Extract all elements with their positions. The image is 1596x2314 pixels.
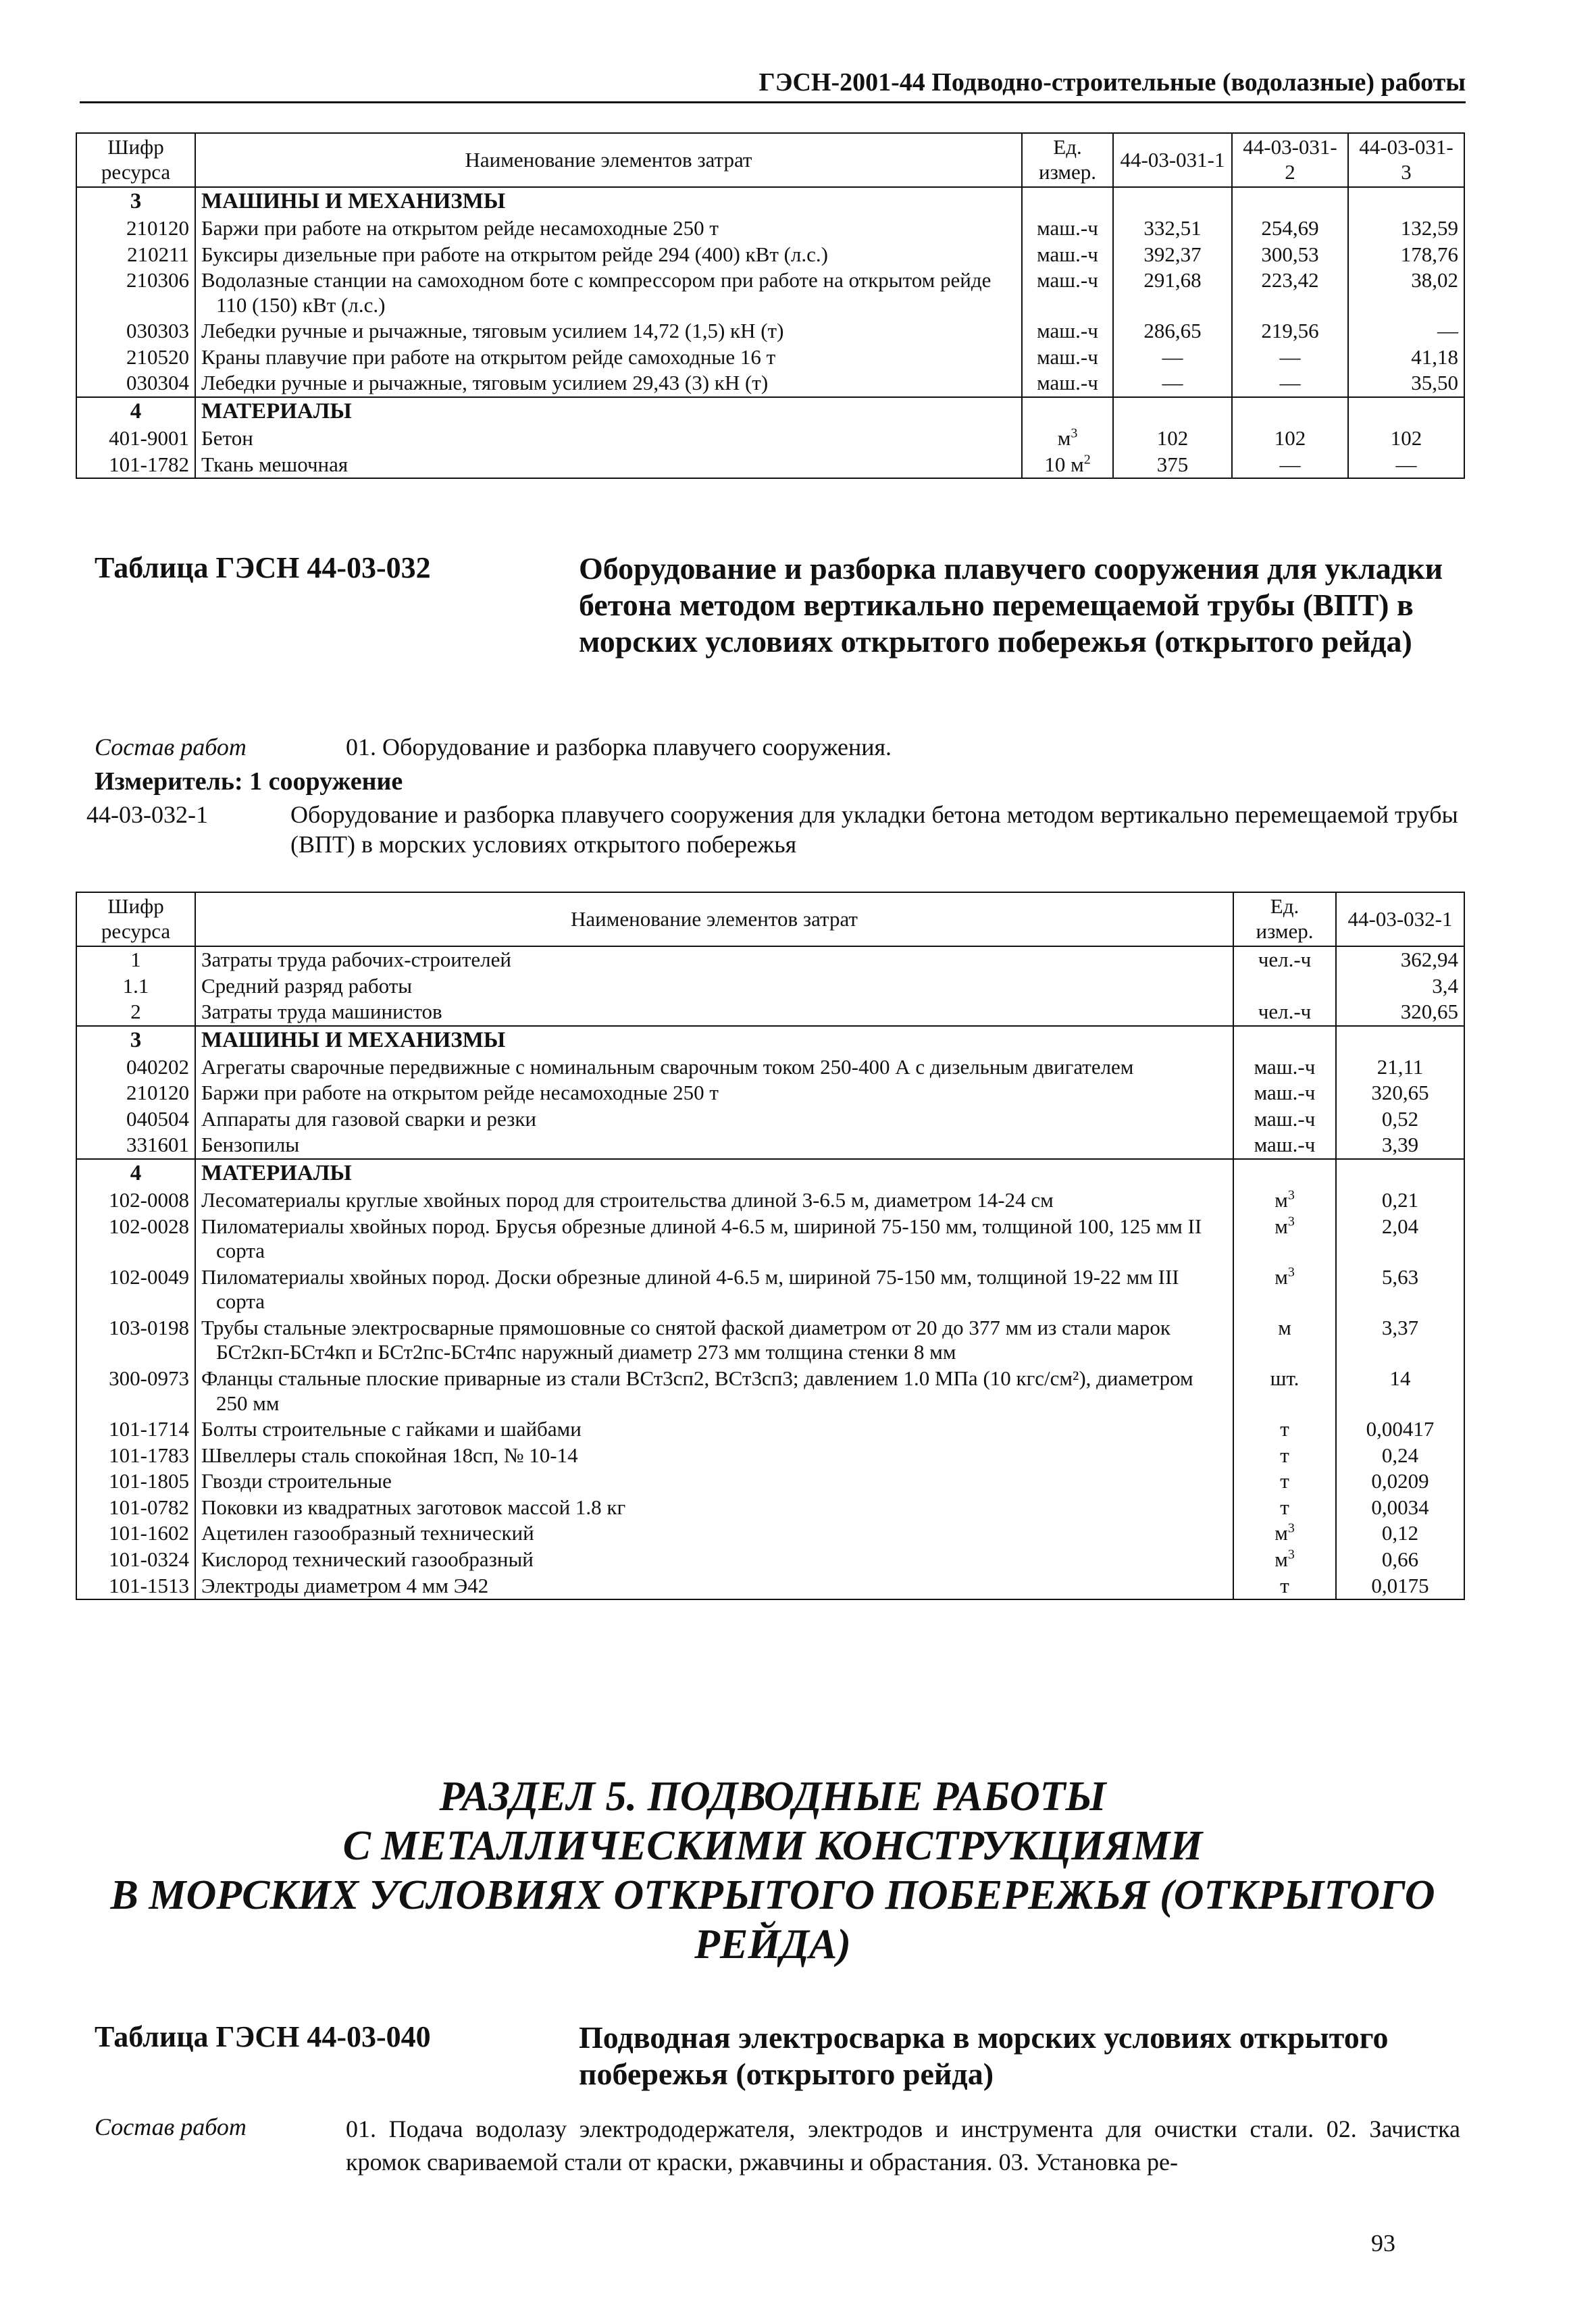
- resource-unit: маш.-ч: [1022, 370, 1113, 397]
- col-header-name: Наименование элементов затрат: [195, 892, 1233, 946]
- empty-cell: [1348, 187, 1464, 215]
- resource-unit: [1233, 1495, 1336, 1521]
- resource-unit-text: м: [1275, 1214, 1288, 1238]
- resource-code: 103-0198: [76, 1315, 195, 1366]
- table-row: [76, 267, 1464, 318]
- value-031-3: 102: [1348, 426, 1464, 452]
- col-header-code: Шифр ресурса: [76, 892, 195, 946]
- resource-code: 101-0782: [76, 1495, 195, 1521]
- value-031-3: 178,76: [1348, 242, 1464, 268]
- value-031-3: —: [1348, 318, 1464, 344]
- section-row: [76, 397, 1464, 426]
- value-031-1: 102: [1113, 426, 1232, 452]
- table-title-040: Таблица ГЭСН 44-03-040: [95, 2020, 431, 2053]
- sostav-label-040: Состав работ: [95, 2113, 247, 2140]
- value-031-1: 332,51: [1113, 215, 1232, 242]
- resource-unit: маш.-ч: [1022, 318, 1113, 344]
- table-row: [76, 1520, 1464, 1547]
- resource-name: Швеллеры сталь спокойная 18сп, № 10-14: [195, 1443, 1233, 1469]
- resource-name: Фланцы стальные плоские приварные из стали ВСт3сп2, ВСт3сп3; давлением 1.0 МПа (10 кгс/см²), диаметром 250 мм: [195, 1366, 1233, 1416]
- resource-name: Баржи при работе на открытом рейде несамоходные 250 т: [195, 215, 1022, 242]
- resource-unit: маш.-ч: [1022, 267, 1113, 318]
- table-row: [76, 452, 1464, 479]
- empty-cell: [1113, 397, 1232, 426]
- resource-unit: [1233, 1264, 1336, 1315]
- resource-unit: [1233, 1468, 1336, 1495]
- table-row: [76, 1573, 1464, 1600]
- resource-name: Пиломатериалы хвойных пород. Доски обрезные длиной 4-6.5 м, шириной 75-150 мм, толщиной 19-22 мм III сорта: [195, 1264, 1233, 1315]
- section-name: МАТЕРИАЛЫ: [195, 397, 1022, 426]
- col-header-032-1: 44-03-032-1: [1336, 892, 1464, 946]
- resource-unit-text: м: [1275, 1547, 1288, 1572]
- section-code: 4: [76, 1159, 195, 1187]
- resource-name: Лебедки ручные и рычажные, тяговым усилием 14,72 (1,5) кН (т): [195, 318, 1022, 344]
- resource-code: 101-1714: [76, 1416, 195, 1443]
- table-row: [76, 1106, 1464, 1133]
- col-header-031-2: 44-03-031-2: [1232, 133, 1348, 187]
- value-032-1: 2,04: [1336, 1214, 1464, 1264]
- value-031-2: 300,53: [1232, 242, 1348, 268]
- resource-name: Бетон: [195, 426, 1022, 452]
- empty-cell: [1336, 1026, 1464, 1054]
- resource-unit: [1233, 1214, 1336, 1264]
- unit-exponent: 3: [1287, 1214, 1295, 1229]
- resource-code: 2: [76, 999, 195, 1026]
- value-031-2: —: [1232, 344, 1348, 371]
- resource-name: Средний разряд работы: [195, 973, 1233, 1000]
- resource-name: Ацетилен газообразный технический: [195, 1520, 1233, 1547]
- resource-code: 030304: [76, 370, 195, 397]
- unit-exponent: 3: [1287, 1264, 1295, 1280]
- resource-unit: [1022, 426, 1113, 452]
- value-031-2: 254,69: [1232, 215, 1348, 242]
- value-031-1: 375: [1113, 452, 1232, 479]
- value-031-1: 286,65: [1113, 318, 1232, 344]
- resource-unit: чел.-ч: [1233, 999, 1336, 1026]
- resource-name: Водолазные станции на самоходном боте с компрессором при работе на открытом рейде 110 (150) кВт (л.с.): [195, 267, 1022, 318]
- table-row: [76, 999, 1464, 1026]
- resource-unit: [1233, 1520, 1336, 1547]
- value-032-1: 0,0175: [1336, 1573, 1464, 1600]
- resource-code: 331601: [76, 1132, 195, 1159]
- value-032-1: 3,4: [1336, 973, 1464, 1000]
- section-name: МАШИНЫ И МЕХАНИЗМЫ: [195, 1026, 1233, 1054]
- col-header-name: Наименование элементов затрат: [195, 133, 1022, 187]
- unit-exponent: 3: [1287, 1521, 1295, 1537]
- value-032-1: 3,39: [1336, 1132, 1464, 1159]
- section-row: [76, 1026, 1464, 1054]
- empty-cell: [1022, 187, 1113, 215]
- resource-unit-text: т: [1280, 1417, 1289, 1441]
- table-row: [76, 973, 1464, 1000]
- resource-unit: маш.-ч: [1022, 242, 1113, 268]
- resource-unit: [1233, 1573, 1336, 1600]
- resource-unit-text: т: [1280, 1573, 1289, 1597]
- resource-code: 210120: [76, 215, 195, 242]
- value-031-3: 132,59: [1348, 215, 1464, 242]
- table-header-row: [76, 133, 1464, 187]
- unit-exponent: 3: [1287, 1547, 1295, 1562]
- table-desc-032: Оборудование и разборка плавучего сооружения для укладки бетона методом вертикально перемещаемой трубы (ВПТ) в морских условиях открытого побережья (открытого рейда): [579, 551, 1443, 659]
- value-031-3: 38,02: [1348, 267, 1464, 318]
- value-031-1: —: [1113, 344, 1232, 371]
- resource-name: Затраты труда рабочих-строителей: [195, 946, 1233, 973]
- resource-unit: [1233, 1547, 1336, 1573]
- item-code-032-1: 44-03-032-1: [86, 801, 208, 828]
- resource-unit: маш.-ч: [1233, 1106, 1336, 1133]
- table-row: [76, 242, 1464, 268]
- table-row: [76, 946, 1464, 973]
- resource-unit: маш.-ч: [1233, 1080, 1336, 1106]
- value-032-1: 5,63: [1336, 1264, 1464, 1315]
- resource-unit-text: т: [1280, 1443, 1289, 1467]
- resource-unit: [1233, 1187, 1336, 1214]
- empty-cell: [1348, 397, 1464, 426]
- value-032-1: 21,11: [1336, 1054, 1464, 1081]
- resource-unit: [1233, 973, 1336, 1000]
- table-row: [76, 1443, 1464, 1469]
- resource-name: Электроды диаметром 4 мм Э42: [195, 1573, 1233, 1600]
- item-text-032-1: Оборудование и разборка плавучего сооружения для укладки бетона методом вертикально перемещаемой трубы (ВПТ) в морских условиях открытого побережья: [290, 801, 1458, 858]
- resource-name: Лесоматериалы круглые хвойных пород для строительства длиной 3-6.5 м, диаметром 14-24 см: [195, 1187, 1233, 1214]
- value-032-1: 3,37: [1336, 1315, 1464, 1366]
- resource-code: 101-1783: [76, 1443, 195, 1469]
- resource-name: Затраты труда машинистов: [195, 999, 1233, 1026]
- resource-code: 102-0008: [76, 1187, 195, 1214]
- table-row: [76, 370, 1464, 397]
- resource-code: 030303: [76, 318, 195, 344]
- resource-table-031: [76, 132, 1465, 479]
- resource-name: Баржи при работе на открытом рейде несамоходные 250 т: [195, 1080, 1233, 1106]
- resource-unit: [1233, 1366, 1336, 1416]
- value-032-1: 320,65: [1336, 1080, 1464, 1106]
- resource-name: Болты строительные с гайками и шайбами: [195, 1416, 1233, 1443]
- value-031-2: 102: [1232, 426, 1348, 452]
- col-header-unit: Ед. измер.: [1022, 133, 1113, 187]
- resource-unit-text: м: [1057, 426, 1071, 450]
- section-code: 3: [76, 1026, 195, 1054]
- table-row: [76, 1080, 1464, 1106]
- page-number: 93: [1371, 2230, 1395, 2257]
- resource-unit: [1233, 1443, 1336, 1469]
- resource-code: 101-1805: [76, 1468, 195, 1495]
- value-032-1: 0,0034: [1336, 1495, 1464, 1521]
- resource-unit: маш.-ч: [1233, 1132, 1336, 1159]
- value-031-2: —: [1232, 452, 1348, 479]
- resource-code: 300-0973: [76, 1366, 195, 1416]
- resource-unit-text: т: [1280, 1469, 1289, 1493]
- section-5-title-line-3: В МОРСКИХ УСЛОВИЯХ ОТКРЫТОГО ПОБЕРЕЖЬЯ (ОТКРЫТОГО: [110, 1872, 1435, 1918]
- value-031-2: 223,42: [1232, 267, 1348, 318]
- sostav-label-032: Состав работ: [95, 734, 247, 761]
- table-row: [76, 1547, 1464, 1573]
- sostav-text-040: 01. Подача водолазу электрододержателя, электродов и инструмента для очистки стали. 02. Зачистка кромок свариваемой стали от краски, ржавчины и обрастания. 03. Установка ре-: [346, 2115, 1460, 2176]
- table-desc-040: Подводная электросварка в морских условиях открытого побережья (открытого рейда): [579, 2020, 1389, 2091]
- empty-cell: [1232, 187, 1348, 215]
- resource-unit: [1233, 1315, 1336, 1366]
- table-title-032: Таблица ГЭСН 44-03-032: [95, 551, 431, 584]
- resource-name: Поковки из квадратных заготовок массой 1.8 кг: [195, 1495, 1233, 1521]
- section-5-title-line-4: РЕЙДА): [694, 1922, 851, 1968]
- empty-cell: [1336, 1159, 1464, 1187]
- value-031-2: 219,56: [1232, 318, 1348, 344]
- sostav-text-032: 01. Оборудование и разборка плавучего сооружения.: [346, 734, 892, 761]
- unit-exponent: 2: [1083, 452, 1091, 467]
- value-032-1: 0,21: [1336, 1187, 1464, 1214]
- table-row: [76, 1315, 1464, 1366]
- value-032-1: 320,65: [1336, 999, 1464, 1026]
- resource-unit-text: шт.: [1270, 1366, 1299, 1390]
- resource-name: Трубы стальные электросварные прямошовные со снятой фаской диаметром от 20 до 377 мм из стали марок БСт2кп-БСт4кп и БСт2пс-БСт4пс наружный диаметр 273 мм толщина стенки 8 мм: [195, 1315, 1233, 1366]
- resource-unit-text: т: [1280, 1495, 1289, 1519]
- unit-exponent: 3: [1287, 1187, 1295, 1203]
- section-name: МАШИНЫ И МЕХАНИЗМЫ: [195, 187, 1022, 215]
- col-header-code: Шифр ресурса: [76, 133, 195, 187]
- table-row: [76, 215, 1464, 242]
- resource-name: Пиломатериалы хвойных пород. Брусья обрезные длиной 4-6.5 м, шириной 75-150 мм, толщиной 100, 125 мм II сорта: [195, 1214, 1233, 1264]
- resource-unit: [1022, 452, 1113, 479]
- resource-code: 040202: [76, 1054, 195, 1081]
- empty-cell: [1022, 397, 1113, 426]
- table-row: [76, 1468, 1464, 1495]
- resource-unit-text: м: [1275, 1187, 1288, 1212]
- resource-unit: маш.-ч: [1022, 215, 1113, 242]
- value-031-1: 392,37: [1113, 242, 1232, 268]
- value-031-1: 291,68: [1113, 267, 1232, 318]
- section-code: 3: [76, 187, 195, 215]
- value-031-3: —: [1348, 452, 1464, 479]
- resource-code: 210306: [76, 267, 195, 318]
- table-row: [76, 1416, 1464, 1443]
- table-row: [76, 1366, 1464, 1416]
- value-032-1: 0,12: [1336, 1520, 1464, 1547]
- col-header-031-1: 44-03-031-1: [1113, 133, 1232, 187]
- table-header-row: [76, 892, 1464, 946]
- table-row: [76, 1054, 1464, 1081]
- resource-code: 210211: [76, 242, 195, 268]
- resource-unit-text: м: [1278, 1315, 1291, 1339]
- value-031-3: 35,50: [1348, 370, 1464, 397]
- value-032-1: 0,52: [1336, 1106, 1464, 1133]
- resource-name: Гвозди строительные: [195, 1468, 1233, 1495]
- section-row: [76, 187, 1464, 215]
- resource-code: 1: [76, 946, 195, 973]
- empty-cell: [1233, 1026, 1336, 1054]
- resource-unit-text: 10 м: [1044, 452, 1084, 476]
- resource-code: 210120: [76, 1080, 195, 1106]
- value-032-1: 0,66: [1336, 1547, 1464, 1573]
- empty-cell: [1232, 397, 1348, 426]
- resource-unit: чел.-ч: [1233, 946, 1336, 973]
- resource-table-032: [76, 892, 1465, 1600]
- resource-unit: маш.-ч: [1022, 344, 1113, 371]
- table-row: [76, 1214, 1464, 1264]
- section-5-title-line-1: РАЗДЕЛ 5. ПОДВОДНЫЕ РАБОТЫ: [439, 1774, 1106, 1820]
- resource-code: 101-1602: [76, 1520, 195, 1547]
- resource-code: 102-0049: [76, 1264, 195, 1315]
- resource-name: Краны плавучие при работе на открытом рейде самоходные 16 т: [195, 344, 1022, 371]
- empty-cell: [1233, 1159, 1336, 1187]
- resource-unit: маш.-ч: [1233, 1054, 1336, 1081]
- col-header-unit: Ед. измер.: [1233, 892, 1336, 946]
- resource-unit-text: м: [1275, 1521, 1288, 1545]
- resource-code: 1.1: [76, 973, 195, 1000]
- resource-code: 040504: [76, 1106, 195, 1133]
- izmeritel-032: Измеритель: 1 сооружение: [95, 767, 403, 796]
- table-row: [76, 344, 1464, 371]
- running-header: ГЭСН-2001-44 Подводно-строительные (водолазные) работы: [80, 68, 1466, 103]
- resource-code: 101-1513: [76, 1573, 195, 1600]
- unit-exponent: 3: [1071, 426, 1078, 441]
- resource-code: 101-0324: [76, 1547, 195, 1573]
- value-031-2: —: [1232, 370, 1348, 397]
- resource-name: Агрегаты сварочные передвижные с номинальным сварочным током 250-400 А с дизельным двигателем: [195, 1054, 1233, 1081]
- resource-code: 210520: [76, 344, 195, 371]
- resource-name: Ткань мешочная: [195, 452, 1022, 479]
- section-code: 4: [76, 397, 195, 426]
- col-header-031-3: 44-03-031-3: [1348, 133, 1464, 187]
- value-032-1: 0,24: [1336, 1443, 1464, 1469]
- table-row: [76, 1264, 1464, 1315]
- table-row: [76, 426, 1464, 452]
- value-031-1: —: [1113, 370, 1232, 397]
- resource-name: Буксиры дизельные при работе на открытом рейде 294 (400) кВт (л.с.): [195, 242, 1022, 268]
- value-032-1: 362,94: [1336, 946, 1464, 973]
- resource-name: Кислород технический газообразный: [195, 1547, 1233, 1573]
- section-name: МАТЕРИАЛЫ: [195, 1159, 1233, 1187]
- resource-code: 101-1782: [76, 452, 195, 479]
- table-row: [76, 318, 1464, 344]
- section-5-title-line-2: С МЕТАЛЛИЧЕСКИМИ КОНСТРУКЦИЯМИ: [342, 1823, 1203, 1869]
- resource-code: 102-0028: [76, 1214, 195, 1264]
- value-032-1: 14: [1336, 1366, 1464, 1416]
- table-row: [76, 1187, 1464, 1214]
- value-032-1: 0,0209: [1336, 1468, 1464, 1495]
- table-row: [76, 1495, 1464, 1521]
- resource-name: Аппараты для газовой сварки и резки: [195, 1106, 1233, 1133]
- resource-name: Лебедки ручные и рычажные, тяговым усилием 29,43 (3) кН (т): [195, 370, 1022, 397]
- value-032-1: 0,00417: [1336, 1416, 1464, 1443]
- resource-code: 401-9001: [76, 426, 195, 452]
- resource-unit-text: м: [1275, 1264, 1288, 1289]
- table-row: [76, 1132, 1464, 1159]
- value-031-3: 41,18: [1348, 344, 1464, 371]
- resource-unit: [1233, 1416, 1336, 1443]
- section-row: [76, 1159, 1464, 1187]
- resource-name: Бензопилы: [195, 1132, 1233, 1159]
- empty-cell: [1113, 187, 1232, 215]
